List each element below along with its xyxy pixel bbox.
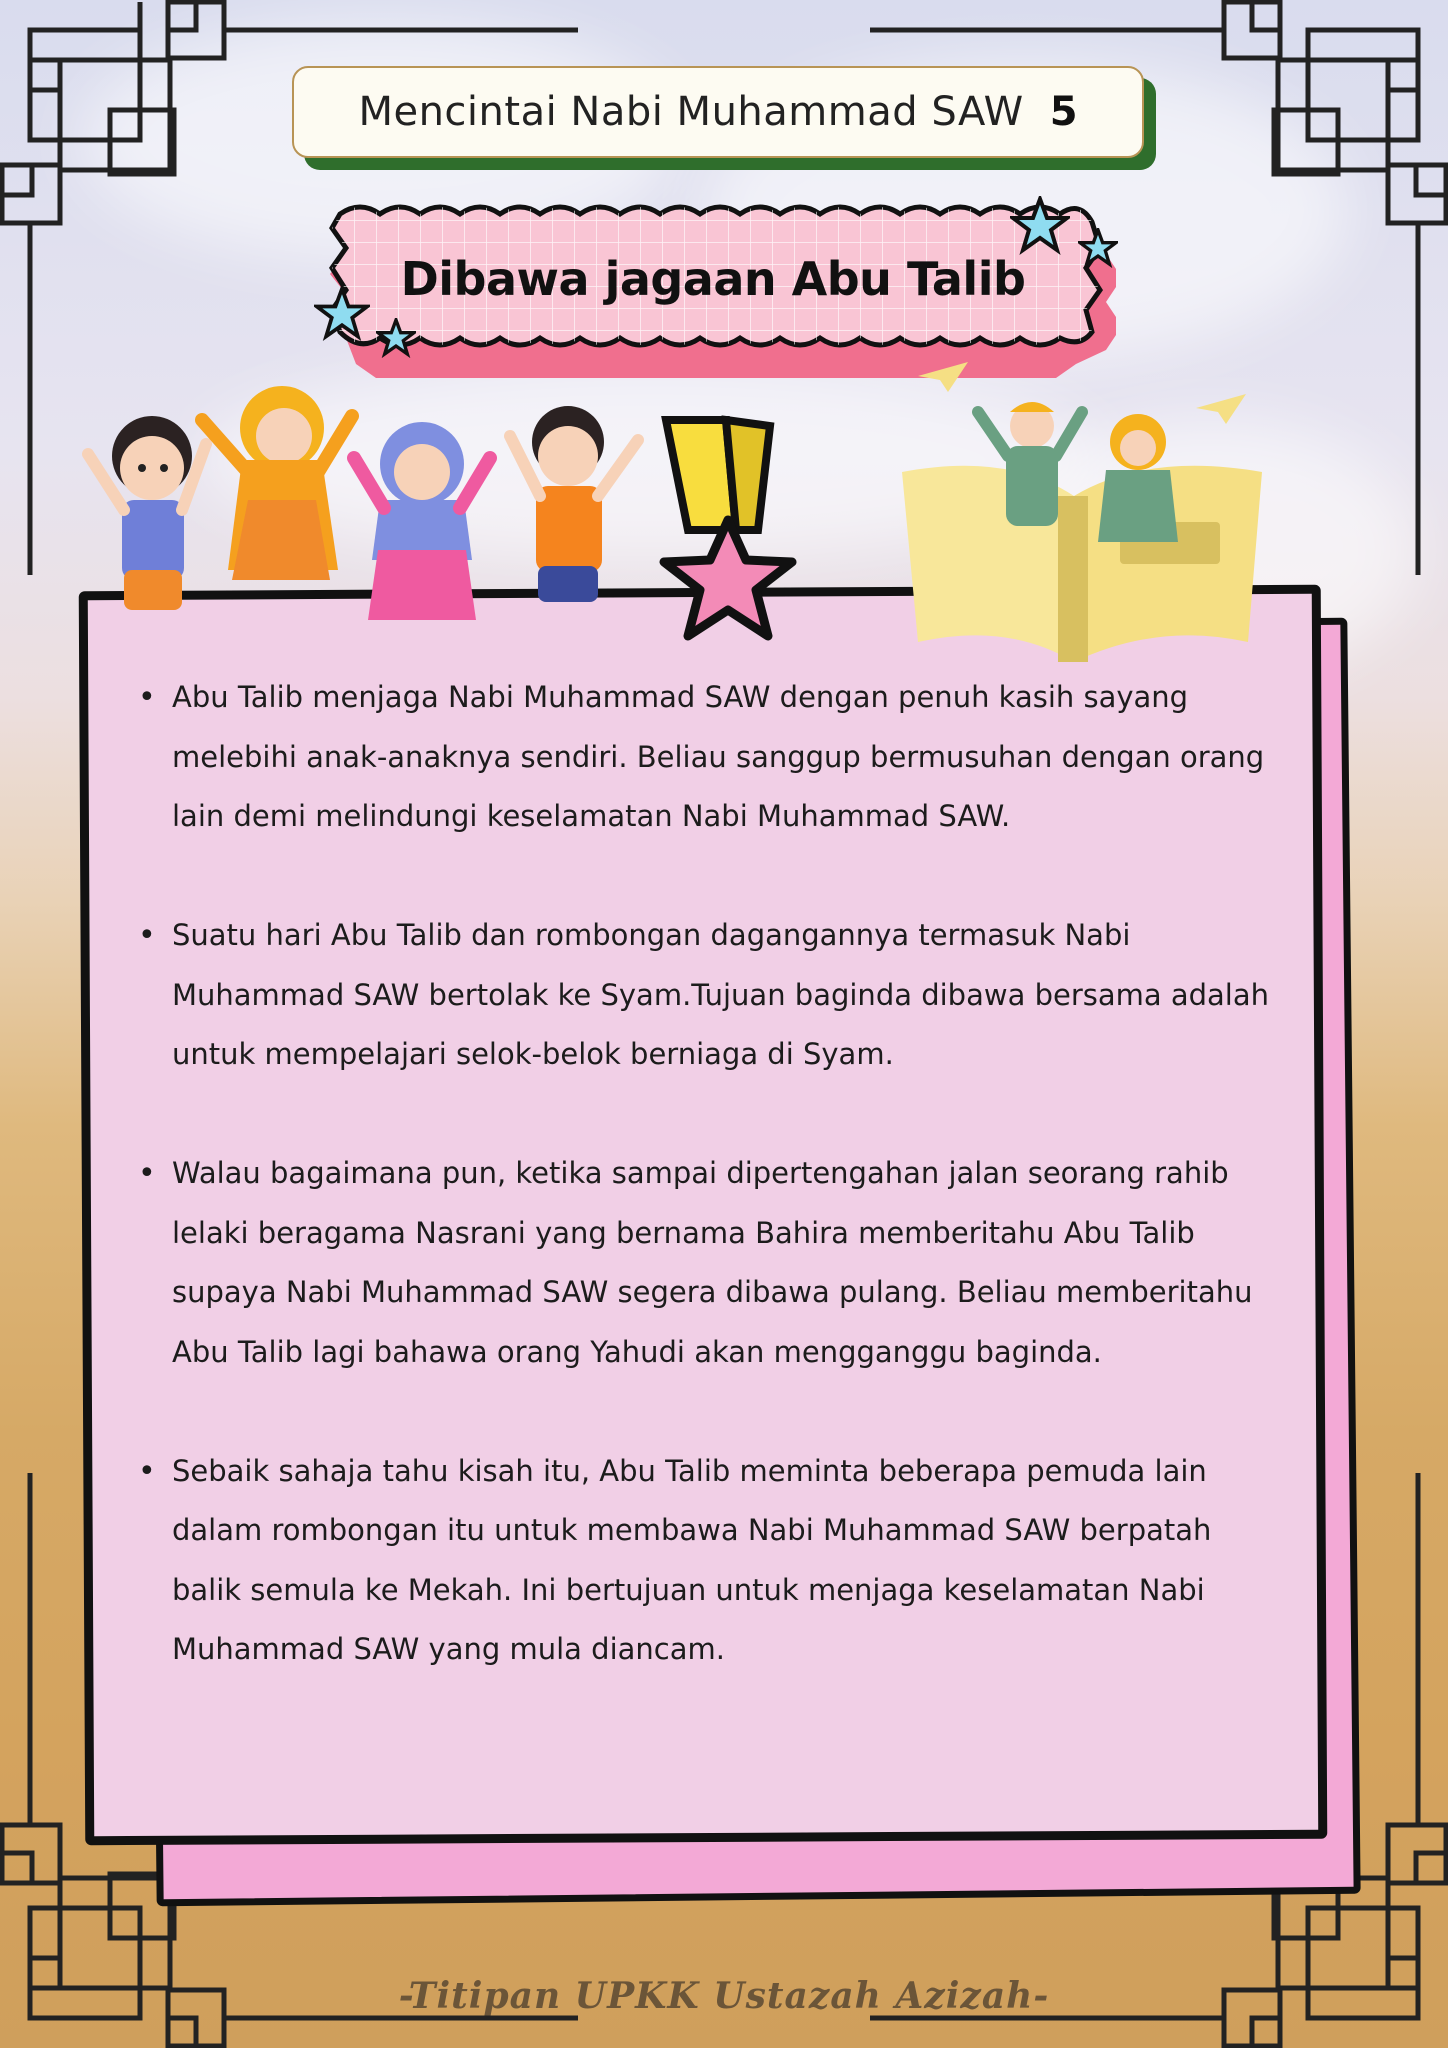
list-item: • Suatu hari Abu Talib dan rombongan dagangannya termasuk Nabi Muhammad SAW bertolak ke Syam.Tujuan baginda dibawa bersama adalah untuk mempelajari selok-belok berniaga di Syam.: [138, 918, 1270, 1071]
star-icon: [376, 318, 416, 358]
bullet-text: Abu Talib menjaga Nabi Muhammad SAW dengan penuh kasih sayang melebihi anak-anaknya sendiri. Beliau sanggup bermusuhan dengan orang lain demi melindungi keselamatan Nabi Muhammad SAW.: [172, 680, 1265, 833]
star-icon: [1078, 228, 1118, 268]
star-icon: [1010, 196, 1070, 256]
page-number: 5: [1049, 89, 1078, 135]
paper-plane-icon: [918, 362, 968, 392]
bullet-text: Walau bagaimana pun, ketika sampai dipertengahan jalan seorang rahib lelaki beragama Nasrani yang bernama Bahira memberitahu Abu Talib supaya Nabi Muhammad SAW segera dibawa pulang. Beliau memberitahu Abu Talib lagi bahawa orang Yahudi akan mengganggu baginda.: [172, 1156, 1253, 1369]
list-item: • Abu Talib menjaga Nabi Muhammad SAW dengan penuh kasih sayang melebihi anak-anaknya sendiri. Beliau sanggup bermusuhan dengan orang lain demi melindungi keselamatan Nabi Muhammad SAW.: [138, 680, 1265, 833]
bullet-text: Suatu hari Abu Talib dan rombongan dagangannya termasuk Nabi Muhammad SAW bertolak ke Syam.Tujuan baginda dibawa bersama adalah untuk mempelajari selok-belok berniaga di Syam.: [172, 918, 1270, 1071]
bullet-text: Sebaik sahaja tahu kisah itu, Abu Talib meminta beberapa pemuda lain dalam rombongan itu untuk membawa Nabi Muhammad SAW berpatah balik semula ke Mekah. Ini bertujuan untuk menjaga keselamatan Nabi Muhammad SAW yang mula diancam.: [172, 1453, 1212, 1666]
kids-illustration: [72, 380, 662, 650]
header-title: Mencintai Nabi Muhammad SAW: [358, 89, 1024, 135]
header-card: [292, 66, 1144, 158]
medal-star-icon: [648, 410, 808, 660]
bullet-list: [136, 668, 1286, 1739]
title-banner: [310, 198, 1116, 382]
footer-credit: -Titipan UPKK Ustazah Azizah-: [398, 1975, 1050, 2017]
star-icon: [314, 286, 370, 342]
list-item: • Walau bagaimana pun, ketika sampai dipertengahan jalan seorang rahib lelaki beragama Nasrani yang bernama Bahira memberitahu Abu Talib supaya Nabi Muhammad SAW segera dibawa pulang. Beliau memberitahu Abu Talib lagi bahawa orang Yahudi akan mengganggu baginda.: [138, 1156, 1253, 1369]
list-item: • Sebaik sahaja tahu kisah itu, Abu Talib meminta beberapa pemuda lain dalam rombongan itu untuk membawa Nabi Muhammad SAW berpatah balik semula ke Mekah. Ini bertujuan untuk menjaga keselamatan Nabi Muhammad SAW yang mula diancam.: [138, 1453, 1212, 1666]
paper-plane-icon: [1196, 394, 1246, 424]
page-title: Dibawa jagaan Abu Talib: [400, 252, 1026, 306]
